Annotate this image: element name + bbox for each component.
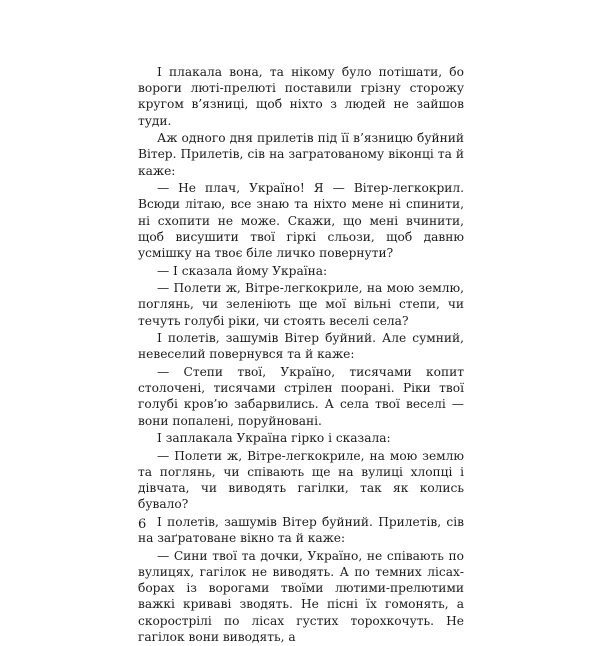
page-number: 6: [138, 517, 147, 532]
paragraph: І заплакала Україна гірко і сказала:: [157, 431, 391, 446]
paragraph: І плакала вона, та нікому було потішати, бо вороги люті-прелюті поставили грізну сторожу кругом в’язниці, щоб ніхто з людей не зайшов туди.: [138, 65, 464, 128]
paragraph: — Полети ж, Вітре-легкокриле, на мою землю, поглянь, чи зеленіють ще мої вільні степи, чи течуть голубі ріки, чи стоять веселі села?: [138, 281, 464, 328]
page-text: [138, 64, 464, 646]
paragraph: — Сини твої та дочки, Україно, не співають по вулицях, гагілок не виводять. А по темних лісах-борах із ворогами твоїми лютими-прелютими важкі криваві зводять. Не пісні їх гомонять, а скорострілі по лісах густих торохкочуть. Не гагілок вони виводять, а: [138, 548, 464, 644]
paragraph: І полетів, зашумів Вітер буйний. Але сумний, невеселий повернувся та й каже:: [138, 331, 464, 362]
paragraph: — І сказала йому Україна:: [157, 263, 328, 278]
paragraph: — Полети ж, Вітре-легкокриле, на мою землю та поглянь, чи співають ще на вулиці хлопці і дівчата, чи виводять гагілки, так як колись бувало?: [138, 448, 464, 512]
paragraph: Аж одного дня прилетів під її в’язницю буйний Вітер. Прилетів, сів на загратованому віконці та й каже:: [138, 131, 464, 178]
paragraph: — Степи твої, Україно, тисячами копит столочені, тисячами стрілен поорані. Ріки твої голубі кров’ю забарвились. А села твої веселі — вони попалені, поруйновані.: [138, 365, 464, 428]
paragraph: І полетів, зашумів Вітер буйний. Прилетів, сів на заґратоване вікно та й каже:: [138, 515, 464, 546]
paragraph: — Не плач, Україно! Я — Вітер-легкокрил. Всюди літаю, все знаю та ніхто мене ні спинити, ні схопити не може. Скажи, що мені вчинити, щоб висушити твої гіркі сльози, щоб давню усмішку на твоє біле личко повернути?: [138, 181, 464, 261]
